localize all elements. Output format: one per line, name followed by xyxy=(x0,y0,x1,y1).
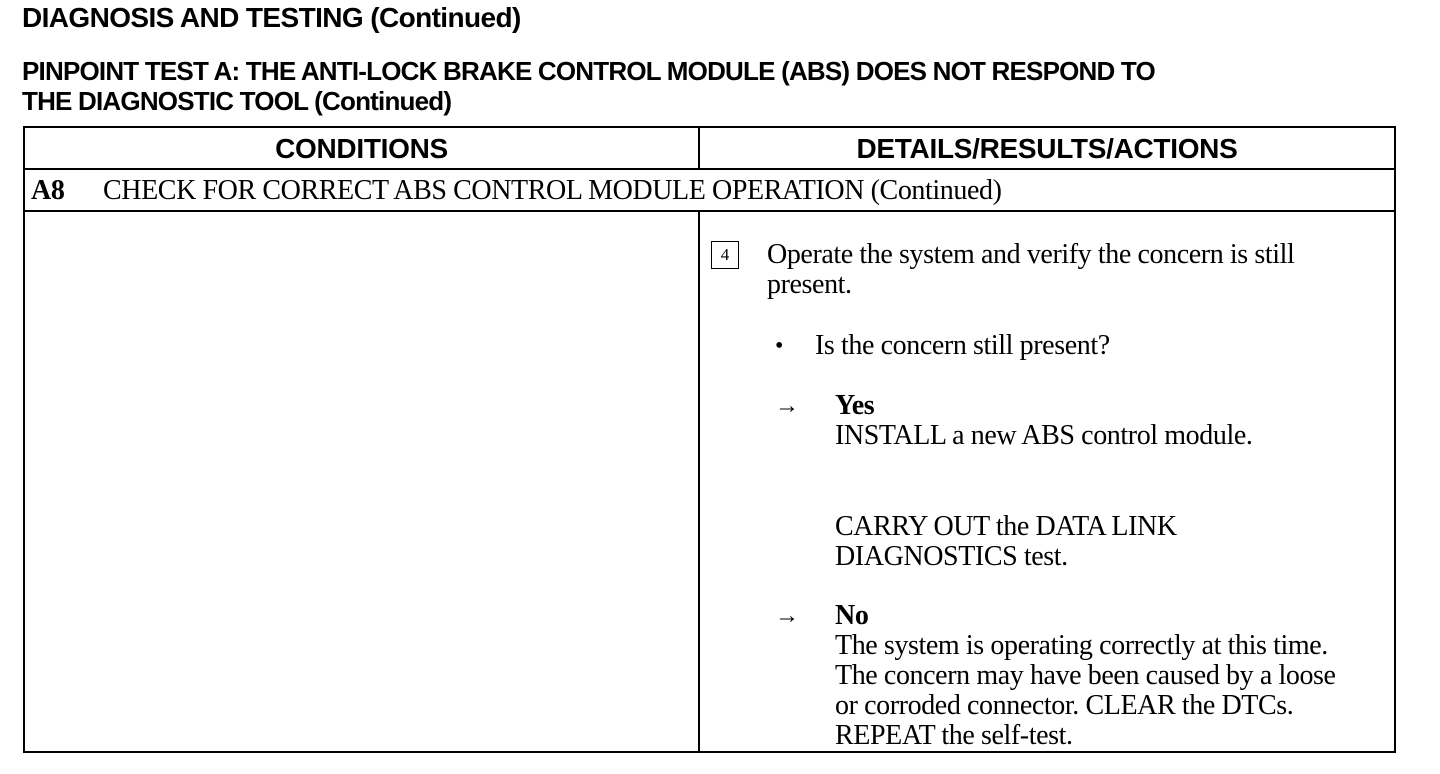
no-text-line1: The system is operating correctly at this time. xyxy=(835,630,1328,661)
substep-instruction xyxy=(767,240,1294,300)
yes-arrow-icon: → xyxy=(775,393,799,419)
substep-question: Is the concern still present? xyxy=(815,330,1110,361)
column-divider-body xyxy=(698,210,700,751)
yes-label: Yes xyxy=(835,390,875,421)
section-title: DIAGNOSIS AND TESTING (Continued) xyxy=(22,2,521,33)
substep-instruction-line1: Operate the system and verify the concern is still xyxy=(767,239,1295,270)
step-id: A8 xyxy=(31,175,65,206)
yes-action-carry-out-line1: CARRY OUT the DATA LINK xyxy=(835,511,1177,542)
pinpoint-test-title-line2: THE DIAGNOSTIC TOOL (Continued) xyxy=(22,86,452,116)
details-column-header: DETAILS/RESULTS/ACTIONS xyxy=(856,133,1238,164)
no-text-line4: REPEAT the self-test. xyxy=(835,720,1073,751)
yes-branch xyxy=(835,391,1252,451)
no-branch xyxy=(835,601,1336,751)
yes-action-carry-out xyxy=(835,512,1177,572)
no-arrow-icon: → xyxy=(775,603,799,629)
substep-instruction-line2: present. xyxy=(767,269,852,300)
yes-action-carry-out-line2: DIAGNOSTICS test. xyxy=(835,541,1068,572)
step-row xyxy=(31,174,1002,208)
pinpoint-test-title-line1: PINPOINT TEST A: THE ANTI-LOCK BRAKE CONTROL MODULE (ABS) DOES NOT RESPOND TO xyxy=(22,56,1155,86)
yes-action-install: INSTALL a new ABS control module. xyxy=(835,420,1253,451)
conditions-cell xyxy=(25,212,698,751)
substep-number-box: 4 xyxy=(711,241,739,269)
no-label: No xyxy=(835,600,869,631)
conditions-column-header: CONDITIONS xyxy=(275,133,448,164)
pinpoint-test-title xyxy=(22,56,1422,116)
pinpoint-test-table xyxy=(23,126,1396,753)
bullet-icon: • xyxy=(775,333,784,359)
no-text-line3: or corroded connector. CLEAR the DTCs. xyxy=(835,690,1294,721)
step-title: CHECK FOR CORRECT ABS CONTROL MODULE OPERATION (Continued) xyxy=(103,175,1002,206)
no-text-line2: The concern may have been caused by a loose xyxy=(835,660,1336,691)
